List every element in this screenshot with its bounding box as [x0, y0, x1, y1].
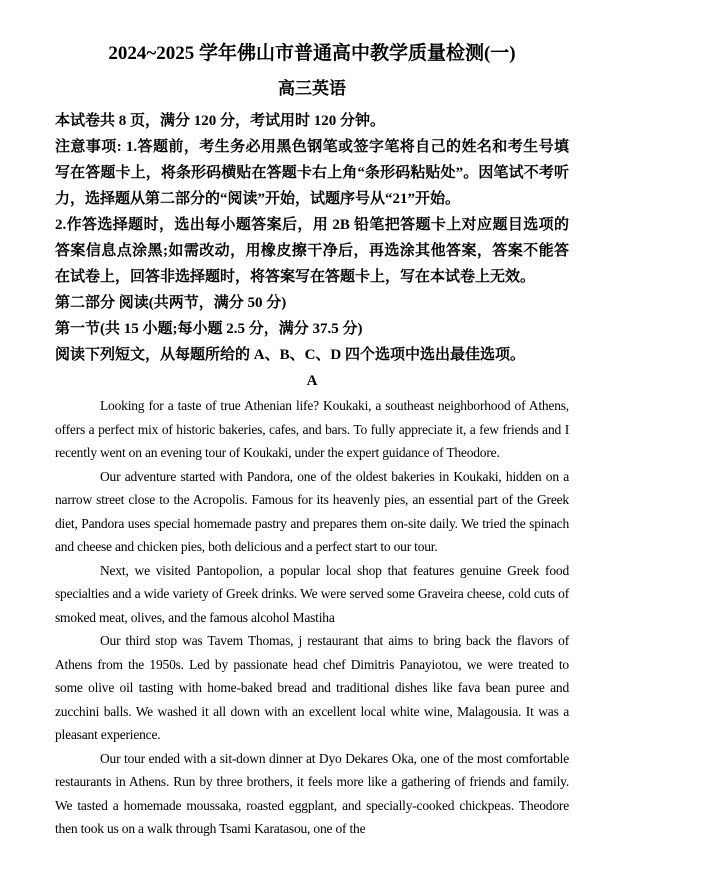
paper-summary: 本试卷共 8 页，满分 120 分，考试用时 120 分钟。 — [55, 113, 386, 129]
exam-title: 2024~2025 学年佛山市普通高中教学质量检测(一) — [108, 43, 516, 64]
exam-subject: 高三英语 — [278, 79, 346, 98]
passage-a-label: A — [306, 373, 318, 389]
reading-instruction: 阅读下列短文，从每题所给的 A、B、C、D 四个选项中选出最佳选项。 — [55, 347, 526, 363]
passage-paragraph-2: Our adventure started with Pandora, one of the oldest bakeries in Koukaki, hidden on a narrow street close to the Acropolis. Famous for its heavenly pies, an essential part of the Greek diet, Pandora uses special homemade pastry and prepares them on-site daily. We tried the spinach and cheese and chicken pies, both delicious and a perfect start to our tour. — [55, 468, 569, 554]
notice-item-1: 注意事项: 1.答题前，考生务必用黑色钢笔或签字笔将自己的姓名和考生号填写在答题卡上，将条形码横贴在答题卡右上角“条形码粘贴处”。因笔试不考听力，选择题从第二部分的“阅读”开始，试题序号从“21”开始。 — [55, 139, 569, 207]
notice-item-2: 2.作答选择题时，选出每小题答案后，用 2B 铅笔把答题卡上对应题目选项的答案信息点涂黑;如需改动，用橡皮擦干净后，再选涂其他答案，答案不能答在试卷上，回答非选择题时，将答案写在答题卡上，写在本试卷上无效。 — [55, 217, 569, 285]
passage-paragraph-1: Looking for a taste of true Athenian life? Koukaki, a southeast neighborhood of Athens, offers a perfect mix of historic bakeries, cafes, and bars. To fully appreciate it, a few friends and I recently went on an evening tour of Koukaki, under the expert guidance of Theodore. — [55, 398, 569, 460]
section-one-heading: 第一节(共 15 小题;每小题 2.5 分，满分 37.5 分) — [55, 321, 363, 337]
passage-paragraph-3: Next, we visited Pantopolion, a popular local shop that features genuine Greek food specialties and a wide variety of Greek drinks. We were served some Graveira cheese, cold cuts of smoked meat, olives, and the famous alcohol Mastiha — [55, 562, 569, 625]
passage-paragraph-5: Our tour ended with a sit-down dinner at Dyo Dekares Oka, one of the most comfortable restaurants in Athens. Run by three brothers, it feels more like a gathering of friends and family. We tasted a homemade moussaka, roasted eggplant, and specially-cooked chickpeas. Theodore then took us on a walk through Tsami Karatasou, one of the — [55, 750, 569, 836]
passage-paragraph-4: Our third stop was Tavem Thomas, j restaurant that aims to bring back the flavors of Athens from the 1950s. Led by passionate head chef Dimitris Panayiotou, we were treated to some olive oil tasting with home-baked bread and traditional dishes like fava bean puree and zucchini balls. We washed it all down with an excellent local white wine, Malagousia. It was a pleasant experience. — [55, 633, 569, 742]
part-two-heading: 第二部分 阅读(共两节，满分 50 分) — [55, 295, 287, 311]
